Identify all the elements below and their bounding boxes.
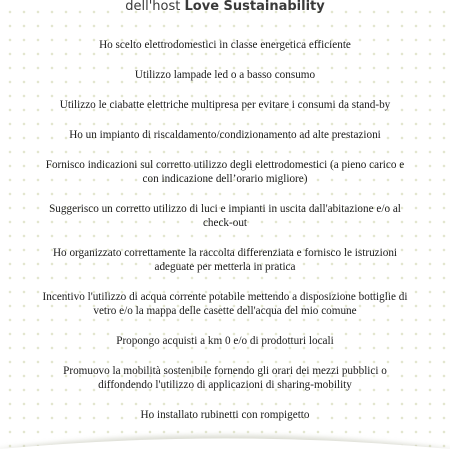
page-heading xyxy=(0,0,450,16)
list-item: Utilizzo lampade led o a basso consumo xyxy=(134,69,316,81)
list-item: Propongo acquisti a km 0 e/o di prodotturi locali xyxy=(116,335,334,347)
bottom-wave-decoration xyxy=(0,410,450,450)
list-item: Ho organizzato correttamente la raccolta differenziata e fornisco le istruzioni adeguate per metterla in pratica xyxy=(52,247,398,273)
list-item: Ho scelto elettrodomestici in classe energetica efficiente xyxy=(99,39,351,51)
heading-brand: Love Sustainability xyxy=(184,0,325,14)
list-item: Ho un impianto di riscaldamento/condizionamento ad alte prestazioni xyxy=(69,129,381,141)
list-item: Utilizzo le ciabatte elettriche multipresa per evitare i consumi da stand-by xyxy=(59,99,391,111)
list-item: Fornisco indicazioni sul corretto utilizzo degli elettrodomestici (a pieno carico e con indicazione dell’orario migliore) xyxy=(45,159,405,185)
heading-prefix: dell'host xyxy=(125,0,181,14)
list-item: Ho installato rubinetti con rompigetto xyxy=(140,409,310,421)
sustainability-list xyxy=(40,38,410,438)
list-item: Promuovo la mobilità sostenibile fornendo gli orari dei mezzi pubblici o diffondendo l'utilizzo di applicazioni di sharing-mobility xyxy=(63,365,387,391)
list-item: Incentivo l'utilizzo di acqua corrente potabile mettendo a disposizione bottiglie di vetro e/o la mappa delle casette dell'acqua del mio comune xyxy=(42,291,408,317)
list-item: Suggerisco un corretto utilizzo di luci e impianti in uscita dall'abitazione e/o al check-out xyxy=(49,203,401,229)
